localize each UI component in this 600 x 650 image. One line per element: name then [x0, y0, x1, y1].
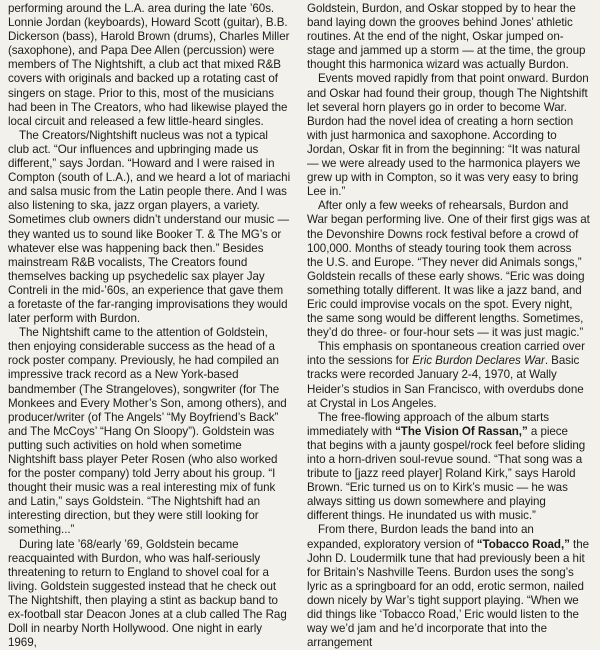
paragraph	[307, 523, 590, 650]
song-title: “Tobacco Road,”	[476, 537, 570, 551]
text-run: The free-flowing approach of the album starts immediately with	[307, 410, 550, 438]
paragraph	[307, 340, 590, 410]
paragraph	[8, 538, 291, 650]
text-run: Events moved rapidly from that point onward. Burdon and Oskar had found their group, though The Nightshift let several horn players go in order to become War. Burdon had the novel idea of creating a horn section with just harmonica and saxophone. According to Jordan, Oskar fit in from the beginning: “It was natural — we were already used to the harmonica players we grew up with in Compton, so it was very easy to bring Lee in.”	[307, 72, 589, 199]
paragraph	[307, 411, 590, 524]
text-run: After only a few weeks of rehearsals, Burdon and War began performing live. One of their first gigs was at the Devonshire Downs rock festival before a crowd of 100,000. Months of steady touring took them across the U.S. and Europe. “They never did Animals songs,” Goldstein recalls of these early shows. “Eric was doing something totally different. It was like a jazz band, and Eric could improvise vocals on the spot. Every night, the same song would be different lengths. Sometimes, they’d do three- or four-hour sets — it was just magic.”	[307, 199, 590, 340]
text-run: From there, Burdon leads the band into an expanded, exploratory version of	[307, 523, 534, 551]
text-run: During late ’68/early ’69, Goldstein became reacquainted with Burdon, who was half-seriously threatening to return to England to shovel coal for a living. Goldstein suggested instead that he check out The Nightshift, then playing a stint as backup band to ex-football star Deacon Jones at a club called The Rag Doll in nearby North Hollywood. One night in early 1969,	[8, 537, 287, 650]
text-run: Goldstein, Burdon, and Oskar stopped by to hear the band laying down the grooves behind Jones’ athletic routines. At the end of the night, Oskar jumped on-stage and jammed up a storm — at the time, the group thought this harmonica wizard was actually Burdon.	[307, 2, 586, 72]
text-run: This emphasis on spontaneous creation carried over into the sessions for	[307, 340, 585, 368]
text-run: The Nightshift came to the attention of Goldstein, then enjoying considerable success as the head of a rock poster company. Previously, he had compiled an impressive track record as a New York-based bandmember (The Strangeloves), songwriter (for The Monkees and Every Mother’s Son, among others), and producer/writer (of The Angels’ “My Boyfriend’s Back” and The McCoys’ “Hang On Sloopy”). Goldstein was putting such activities on hold when sometime Nightshift bass player Peter Rosen (who also worked for the poster company) told Jerry about his group. “I thought their music was a real interesting mix of funk and Latin,” says Goldstein. “The Nightshift had an interesting direction, but they were still looking for something...”	[8, 326, 287, 537]
right-column	[307, 2, 590, 650]
text-run: The Creators/Nightshift nucleus was not a typical club act. “Our influences and upbringing made us different,” says Jordan. “Howard and I were raised in Compton (south of L.A.), and we heard a lot of mariachi and salsa music from the Latin people there. And I was also listening to ska, jazz organ players, a variety. Sometimes club owners didn’t understand our music — they wanted us to sound like Booker T. & The MG’s or whatever else was happening back then.” Besides mainstream R&B vocalists, The Creators found themselves backing up psychedelic sax player Jay Contreli in the mid-’60s, an experience that gave them a foretaste of the far-ranging improvisations they would later perform with Burdon.	[8, 128, 291, 326]
text-run: performing around the L.A. area during the late ’60s. Lonnie Jordan (keyboards), Howard Scott (guitar), B.B. Dickerson (bass), Harold Brown (drums), Charles Miller (saxophone), and Papa Dee Allen (percussion) were members of The Nightshift, a club act that mixed R&B covers with originals and backed up a rotating cast of singers on stage. Prior to this, most of the musicians had been in The Creators, who had likewise played the local circuit and released a few little-heard singles.	[8, 2, 290, 128]
album-title: Eric Burdon Declares War	[412, 354, 545, 368]
text-run: a piece that begins with a jaunty gospel/rock feel before sliding into a horn-driven soul-revue sound. “That song was a tribute to [jazz reed player] Roland Kirk,” says Harold Brown. “Eric turned us on to Kirk’s music — he was always sitting us down somewhere and playing different things. He inundated us with music.”	[307, 424, 586, 523]
paragraph	[8, 326, 291, 537]
paragraph	[307, 2, 590, 72]
paragraph	[307, 72, 590, 199]
song-title: “The Vision Of Rassan,”	[395, 424, 528, 438]
paragraph	[8, 2, 291, 129]
text-run: the John D. Loudermilk tune that had previously been a hit for Britain’s Nashville Teens. Burdon uses the song’s lyric as a springboard for an odd, erotic sermon, nailed down nicely by War’s tight support playing. “When we did things like ‘Tobacco Road,’ Eric would listen to the way we’d jam and he’d incorporate that into the arrangement	[307, 537, 590, 650]
left-column	[8, 2, 291, 650]
paragraph	[8, 129, 291, 326]
paragraph	[307, 199, 590, 340]
text-run: . Basic tracks were recorded January 2-4, 1970, at Wally Heider’s studios in San Francisco, with overdubs done at Crystal in Los Angeles.	[307, 354, 584, 410]
